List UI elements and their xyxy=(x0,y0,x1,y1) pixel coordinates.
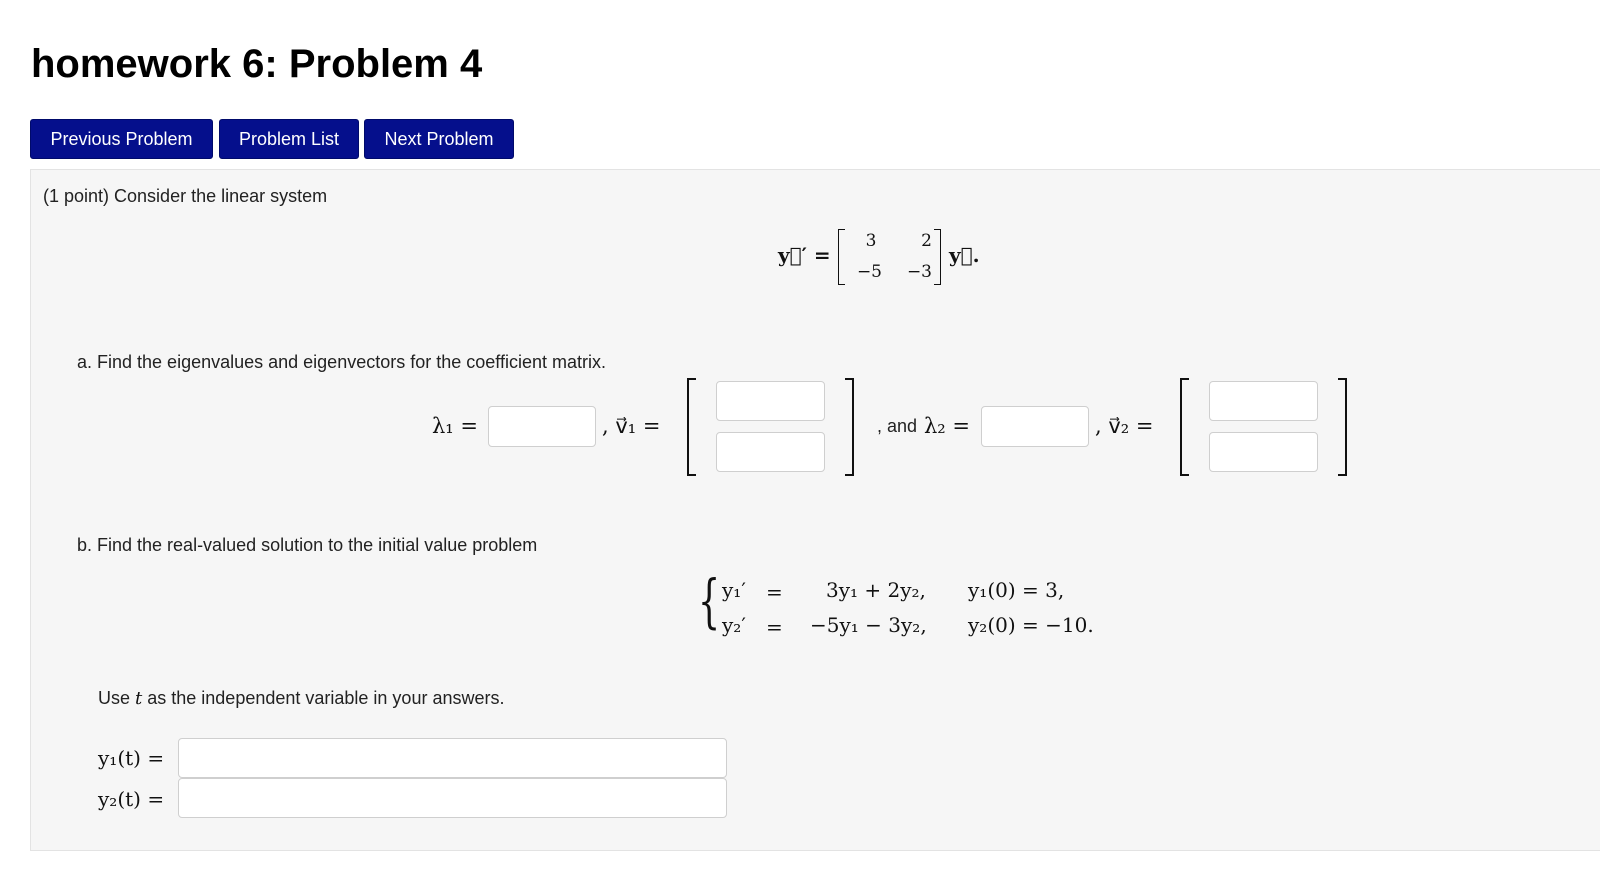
eq1-lhs: y₁′ xyxy=(722,578,746,602)
matrix-right-bracket xyxy=(934,229,941,285)
system-brace: { xyxy=(698,567,721,635)
v1-left-bracket xyxy=(687,378,696,476)
eq1-initial-condition: y₁(0) = 3, xyxy=(968,578,1065,602)
lambda2-label: λ₂ = xyxy=(924,414,970,438)
eq2-rhs: −5y₁ − 3y₂, xyxy=(810,613,927,637)
lambda2-input[interactable] xyxy=(981,406,1089,447)
eq2-initial-condition: y₂(0) = −10. xyxy=(968,613,1094,637)
system-lhs: y⃗′ = xyxy=(778,243,831,267)
lambda1-label: λ₁ = xyxy=(432,414,478,438)
y2-label: y₂(t) = xyxy=(98,787,165,811)
matrix-left-bracket xyxy=(838,229,845,285)
matrix-a22: −3 xyxy=(906,262,932,282)
y1-label: y₁(t) = xyxy=(98,746,165,770)
page-title: homework 6: Problem 4 xyxy=(31,42,483,86)
matrix-a12: 2 xyxy=(921,231,932,251)
previous-problem-button[interactable]: Previous Problem xyxy=(30,119,213,159)
independent-variable-note: Use t as the independent variable in your answers. xyxy=(98,688,505,709)
eq1-rhs: 3y₁ + 2y₂, xyxy=(826,578,926,602)
and-label: , and xyxy=(877,416,918,436)
matrix-a21: −5 xyxy=(856,262,882,282)
v2-label: , v⃗₂ = xyxy=(1095,414,1154,438)
v1-right-bracket xyxy=(845,378,854,476)
next-problem-button[interactable]: Next Problem xyxy=(364,119,514,159)
y2-answer-input[interactable] xyxy=(178,778,727,818)
system-rhs: y⃗. xyxy=(949,243,980,267)
problem-intro: (1 point) Consider the linear system xyxy=(43,186,328,206)
part-a-text: a. Find the eigenvalues and eigenvectors for the coefficient matrix. xyxy=(77,352,606,372)
problem-list-button[interactable]: Problem List xyxy=(219,119,359,159)
y1-answer-input[interactable] xyxy=(178,738,727,778)
v2-left-bracket xyxy=(1180,378,1189,476)
v2-component1-input[interactable] xyxy=(1209,381,1318,421)
eq2-lhs: y₂′ xyxy=(722,613,746,637)
v1-label: , v⃗₁ = xyxy=(602,414,661,438)
v1-component1-input[interactable] xyxy=(716,381,825,421)
part-b-text: b. Find the real-valued solution to the initial value problem xyxy=(77,535,538,555)
v2-right-bracket xyxy=(1338,378,1347,476)
v2-component2-input[interactable] xyxy=(1209,432,1318,472)
eq2-equals: = xyxy=(766,615,783,639)
lambda1-input[interactable] xyxy=(488,406,596,447)
v1-component2-input[interactable] xyxy=(716,432,825,472)
matrix-a11: 3 xyxy=(865,231,877,251)
eq1-equals: = xyxy=(766,580,783,604)
